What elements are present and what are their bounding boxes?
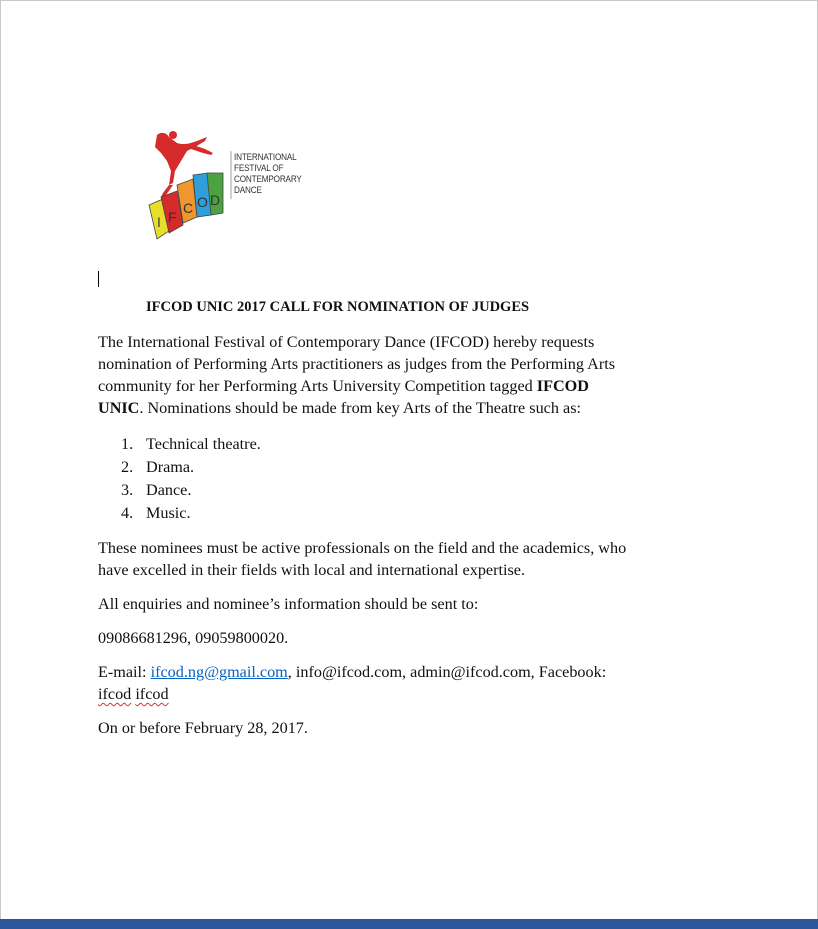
text-cursor[interactable] bbox=[98, 271, 99, 287]
list-number: 3. bbox=[121, 481, 134, 499]
list-item bbox=[121, 502, 261, 525]
intro-bold-text: IFCOD bbox=[536, 377, 589, 395]
list-text: Dance. bbox=[146, 481, 192, 499]
list-item bbox=[121, 456, 261, 479]
list-number: 4. bbox=[121, 504, 134, 522]
intro-text: community for her Performing Arts University Competition tagged bbox=[98, 377, 537, 395]
email-label: E-mail: bbox=[98, 663, 151, 681]
svg-text:O: O bbox=[197, 194, 208, 210]
svg-text:I: I bbox=[157, 214, 161, 230]
contact-text: , info@ifcod.com, admin@ifcod.com, Facebook: bbox=[287, 663, 607, 681]
list-item bbox=[121, 479, 261, 502]
logo-text-line: CONTEMPORARY bbox=[234, 174, 302, 185]
intro-paragraph bbox=[98, 331, 615, 419]
intro-text: . Nominations should be made from key Arts of the Theatre such as: bbox=[139, 399, 581, 417]
contact-line bbox=[98, 661, 606, 683]
facebook-handle-word: ifcod bbox=[98, 685, 132, 703]
phone-numbers: 09086681296, 09059800020. bbox=[98, 629, 289, 647]
intro-line bbox=[98, 397, 615, 419]
facebook-handle-word: ifcod bbox=[135, 685, 169, 703]
nominees-line: These nominees must be active professionals on the field and the academics, who bbox=[98, 539, 627, 557]
contact-line bbox=[98, 683, 606, 705]
enquiries-paragraph: All enquiries and nominee’s information should be sent to: bbox=[98, 595, 479, 613]
list-number: 2. bbox=[121, 458, 134, 476]
document-heading: IFCOD UNIC 2017 CALL FOR NOMINATION OF JUDGES bbox=[146, 299, 530, 315]
list-text: Technical theatre. bbox=[146, 435, 261, 453]
list-item bbox=[121, 433, 261, 456]
list-text: Music. bbox=[146, 504, 191, 522]
nominees-line: have excelled in their fields with local and international expertise. bbox=[98, 561, 526, 579]
svg-text:D: D bbox=[210, 192, 221, 208]
list-text: Drama. bbox=[146, 458, 195, 476]
email-link[interactable]: ifcod.ng@gmail.com bbox=[150, 663, 288, 681]
logo-text-line: FESTIVAL OF bbox=[234, 163, 284, 174]
intro-line: nomination of Performing Arts practitioners as judges from the Performing Arts bbox=[98, 355, 616, 373]
logo-text-line: DANCE bbox=[234, 185, 262, 196]
svg-text:C: C bbox=[183, 200, 194, 216]
intro-bold-text: UNIC bbox=[98, 399, 140, 417]
contact-paragraph bbox=[98, 661, 606, 705]
window-bottom-bar bbox=[0, 919, 818, 929]
list-number: 1. bbox=[121, 435, 134, 453]
logo-letter-blocks bbox=[149, 173, 223, 239]
arts-list bbox=[121, 433, 261, 525]
deadline-paragraph: On or before February 28, 2017. bbox=[98, 719, 308, 737]
intro-line bbox=[98, 375, 615, 397]
logo-text bbox=[234, 152, 302, 196]
intro-line: The International Festival of Contemporary Dance (IFCOD) hereby requests bbox=[98, 333, 595, 351]
svg-text:F: F bbox=[168, 209, 177, 225]
nominees-paragraph bbox=[98, 537, 626, 581]
logo-text-line: INTERNATIONAL bbox=[234, 152, 297, 163]
